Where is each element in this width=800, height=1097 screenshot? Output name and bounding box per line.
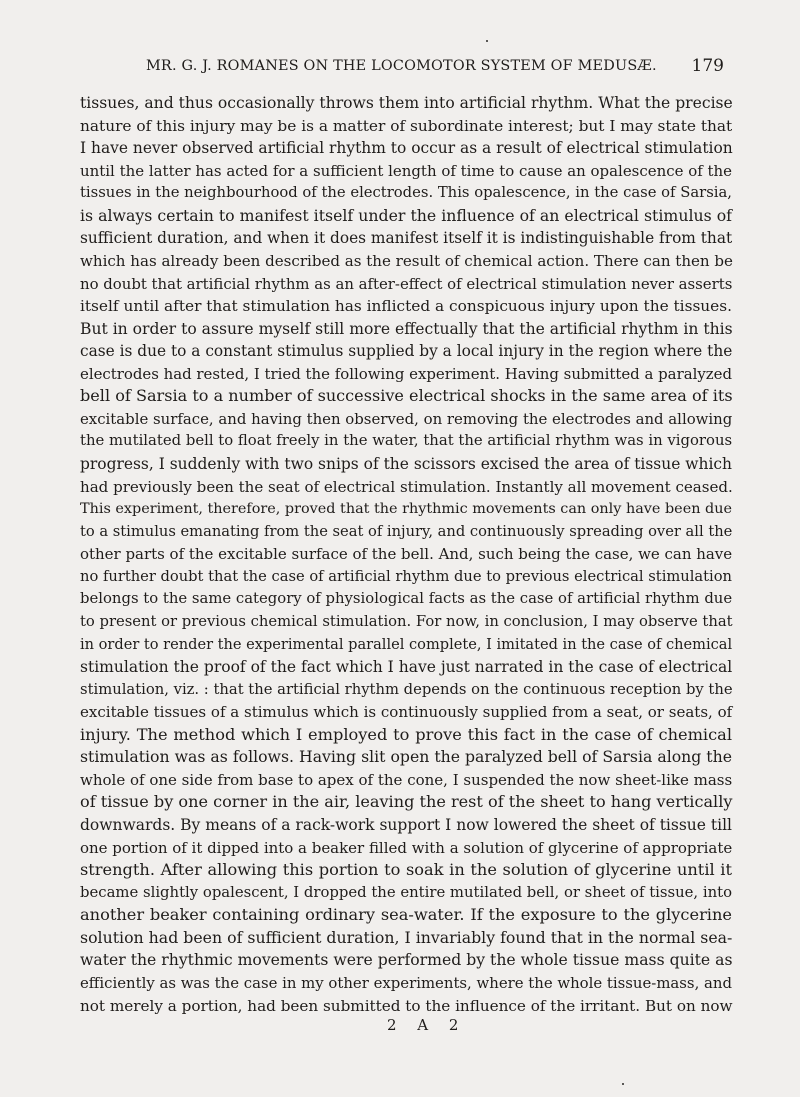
text-line: belongs to the same category of physiological facts as the case of artificial rhythm due	[80, 590, 733, 608]
text-line: downwards. By means of a rack-work support I now lowered the sheet of tissue till	[80, 816, 732, 834]
text-line: no further doubt that the case of artificial rhythm due to previous electrical stimulation	[80, 567, 732, 585]
text-line: tissues in the neighbourhood of the electrodes. This opalescence, in the case of Sarsia,	[80, 184, 732, 202]
text-line: not merely a portion, had been submitted to the influence of the irritant. But on now	[80, 996, 733, 1015]
text-line: This experiment, therefore, proved that the rhythmic movements can only have been due	[80, 501, 732, 518]
text-line: strength. After allowing this portion to soak in the solution of glycerine until it	[80, 860, 732, 880]
text-line: case is due to a constant stimulus supplied by a local injury in the region where the	[80, 342, 733, 361]
text-line: other parts of the excitable surface of the bell. And, such being the case, we can have	[80, 545, 733, 564]
text-line: nature of this injury may be is a matter of subordinate interest; but I may state that	[80, 116, 733, 135]
text-line: to a stimulus emanating from the seat of injury, and continuously spreading over all the	[80, 522, 733, 540]
text-line: sufficient duration, and when it does manifest itself it is indistinguishable from that	[80, 229, 733, 248]
text-line: excitable surface, and having then observed, on removing the electrodes and allowing	[80, 409, 733, 428]
text-line: whole of one side from base to apex of the cone, I suspended the now sheet-like mass	[80, 770, 733, 789]
text-line: no doubt that artificial rhythm as an after-effect of electrical stimulation never asserts	[80, 274, 733, 293]
text-line: bell of Sarsia to a number of successive electrical shocks in the same area of its	[80, 386, 733, 406]
text-line: the mutilated bell to float freely in the water, that the artificial rhythm was in vigorous	[80, 432, 733, 450]
text-line: I have never observed artificial rhythm to occur as a result of electrical stimulation	[80, 139, 733, 158]
text-line: one portion of it dipped into a beaker filled with a solution of glycerine of appropriate	[80, 838, 733, 857]
text-line: to present or previous chemical stimulation. For now, in conclusion, I may observe that	[80, 612, 733, 630]
text-line: itself until after that stimulation has inflicted a conspicuous injury upon the tissues.	[80, 297, 732, 316]
text-line: excitable tissues of a stimulus which is continuously supplied from a seat, or seats, of	[80, 703, 733, 722]
text-line: in order to render the experimental parallel complete, I imitated in the case of chemical	[80, 635, 733, 653]
running-title: MR. G. J. ROMANES ON THE LOCOMOTOR SYSTEM OF MEDUSÆ.	[146, 58, 657, 74]
signature-mark: 2 A 2	[387, 1016, 467, 1034]
text-line: stimulation the proof of the fact which I have just narrated in the case of electrical	[80, 658, 733, 677]
text-line: which has already been described as the result of chemical action. There can then be	[80, 251, 733, 270]
text-line: became slightly opalescent, I dropped the entire mutilated bell, or sheet of tissue, into	[80, 883, 733, 901]
text-line: tissues, and thus occasionally throws them into artificial rhythm. What the precise	[80, 94, 733, 112]
text-line: is always certain to manifest itself under the influence of an electrical stimulus of	[80, 205, 732, 225]
text-line: efficiently as was the case in my other experiments, where the whole tissue-mass, and	[80, 973, 732, 992]
running-head	[80, 56, 724, 78]
text-line: stimulation was as follows. Having slit open the paralyzed bell of Sarsia along the	[80, 747, 732, 767]
print-speck	[486, 40, 488, 42]
text-line: water the rhythmic movements were performed by the whole tissue mass quite as	[80, 950, 733, 970]
text-line: solution had been of sufficient duration, I invariably found that in the normal sea-	[80, 927, 733, 947]
page-number: 179	[691, 56, 724, 76]
print-speck	[622, 1083, 624, 1085]
text-line: progress, I suddenly with two snips of the scissors excised the area of tissue which	[80, 455, 732, 473]
body-text	[80, 92, 732, 1017]
text-line: But in order to assure myself still more effectually that the artificial rhythm in this	[80, 319, 733, 338]
text-line: electrodes had rested, I tried the following experiment. Having submitted a paralyzed	[80, 364, 732, 383]
text-line: another beaker containing ordinary sea-water. If the exposure to the glycerine	[80, 905, 732, 925]
text-line: until the latter has acted for a sufficient length of time to cause an opalescence of the	[80, 161, 732, 180]
text-line: stimulation, viz. : that the artificial rhythm depends on the continuous reception by the	[80, 680, 733, 698]
text-line: injury. The method which I employed to prove this fact in the case of chemical	[80, 724, 732, 744]
text-line: of tissue by one corner in the air, leaving the rest of the sheet to hang vertically	[80, 792, 733, 812]
text-line: had previously been the seat of electrical stimulation. Instantly all movement ceased.	[80, 477, 733, 496]
